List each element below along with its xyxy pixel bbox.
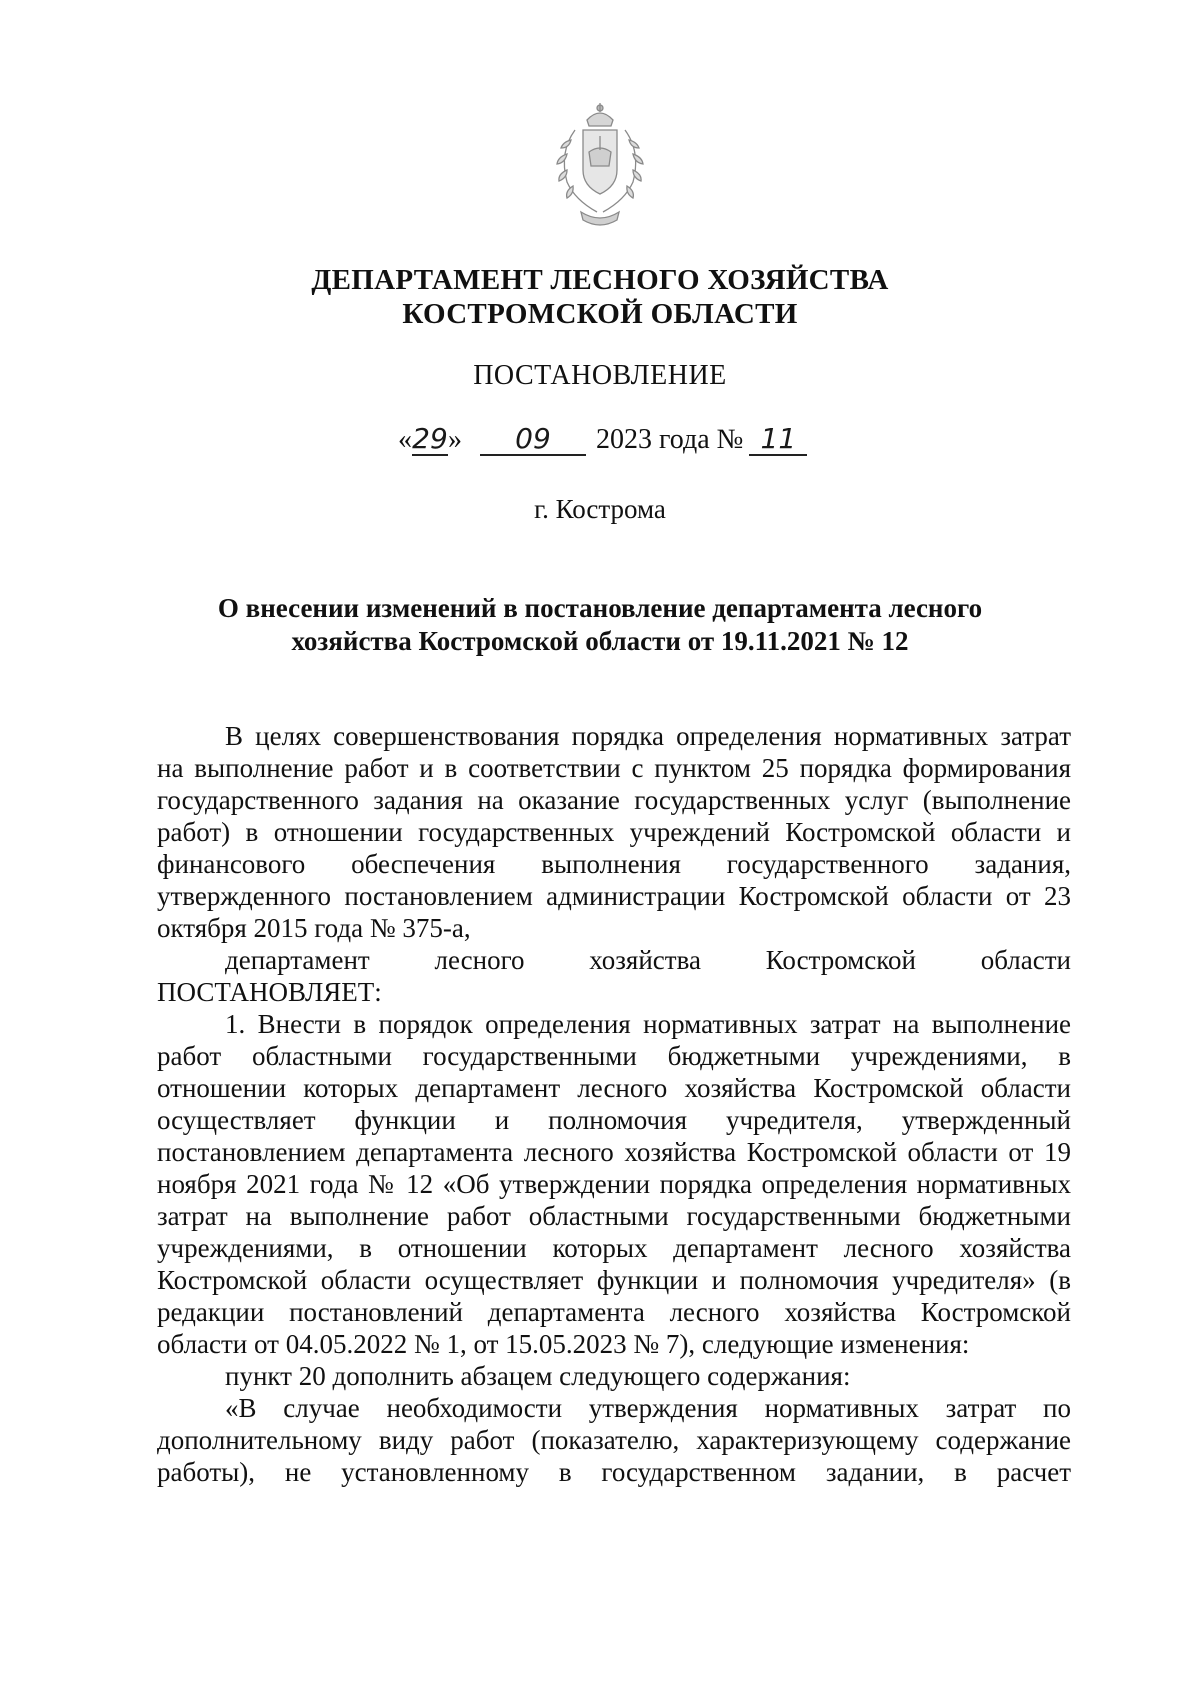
body-paragraph-department: департамент лесного хозяйства Костромской области bbox=[225, 945, 1071, 975]
body-paragraph-item-1: 1. Внести в порядок определения нормативных затрат на выполнение работ областными государственными бюджетными учреждениями, в отношении которых департамент лесного хозяйства Костромской области осуществляет функции и полномочия учредителя, утвержденный постановлением департамента лесного хозяйства Костромской области от 19 ноября 2021 года № 12 «Об утверждении порядка определения нормативных затрат на выполнение работ областными государственными бюджетными учреждениями, в отношении которых департамент лесного хозяйства Костромской области осуществляет функции и полномочия учредителя» (в редакции постановлений департамента лесного хозяйства Костромской области от 04.05.2022 № 1, от 15.05.2023 № 7), следующие изменения: bbox=[157, 1009, 1071, 1359]
body-paragraph-amendment-text: «В случае необходимости утверждения нормативных затрат по дополнительному виду работ (показателю, характеризующему содержание работы), не установленному в государственном задании, в расчет bbox=[157, 1393, 1071, 1487]
handwritten-month: 09 bbox=[480, 424, 586, 456]
handwritten-document-number: 11 bbox=[749, 424, 807, 456]
body-paragraph-preamble: В целях совершенствования порядка определения нормативных затрат на выполнение работ и в соответствии с пунктом 25 порядка формирования государственного задания на оказание государственных услуг (выполнение работ) в отношении государственных учреждений Костромской области и финансового обеспечения выполнения государственного задания, утвержденного постановлением администрации Костромской области от 23 октября 2015 года № 375-а, bbox=[157, 721, 1071, 943]
document-type-title: ПОСТАНОВЛЕНИЕ bbox=[473, 360, 727, 391]
coat-of-arms-emblem bbox=[545, 100, 655, 232]
department-name-line-1: ДЕПАРТАМЕНТ ЛЕСНОГО ХОЗЯЙСТВА bbox=[311, 264, 889, 296]
department-name-line-2: КОСТРОМСКОЙ ОБЛАСТИ bbox=[402, 298, 798, 330]
date-close-quote: » bbox=[448, 424, 462, 455]
document-subject bbox=[150, 592, 1050, 658]
city-line: г. Кострома bbox=[534, 494, 666, 524]
date-and-number-line bbox=[398, 424, 807, 456]
date-open-quote: « bbox=[398, 424, 412, 455]
body-paragraph-amendment-intro: пункт 20 дополнить абзацем следующего содержания: bbox=[225, 1361, 851, 1391]
year-and-number-label: 2023 года № bbox=[596, 424, 744, 455]
body-paragraph-resolves: ПОСТАНОВЛЯЕТ: bbox=[157, 977, 382, 1007]
subject-line-1: О внесении изменений в постановление департамента лесного bbox=[217, 593, 983, 623]
document-body bbox=[157, 720, 1071, 1488]
handwritten-day: 29 bbox=[412, 422, 448, 455]
subject-line-2: хозяйства Костромской области от 19.11.2021 № 12 bbox=[291, 626, 909, 656]
